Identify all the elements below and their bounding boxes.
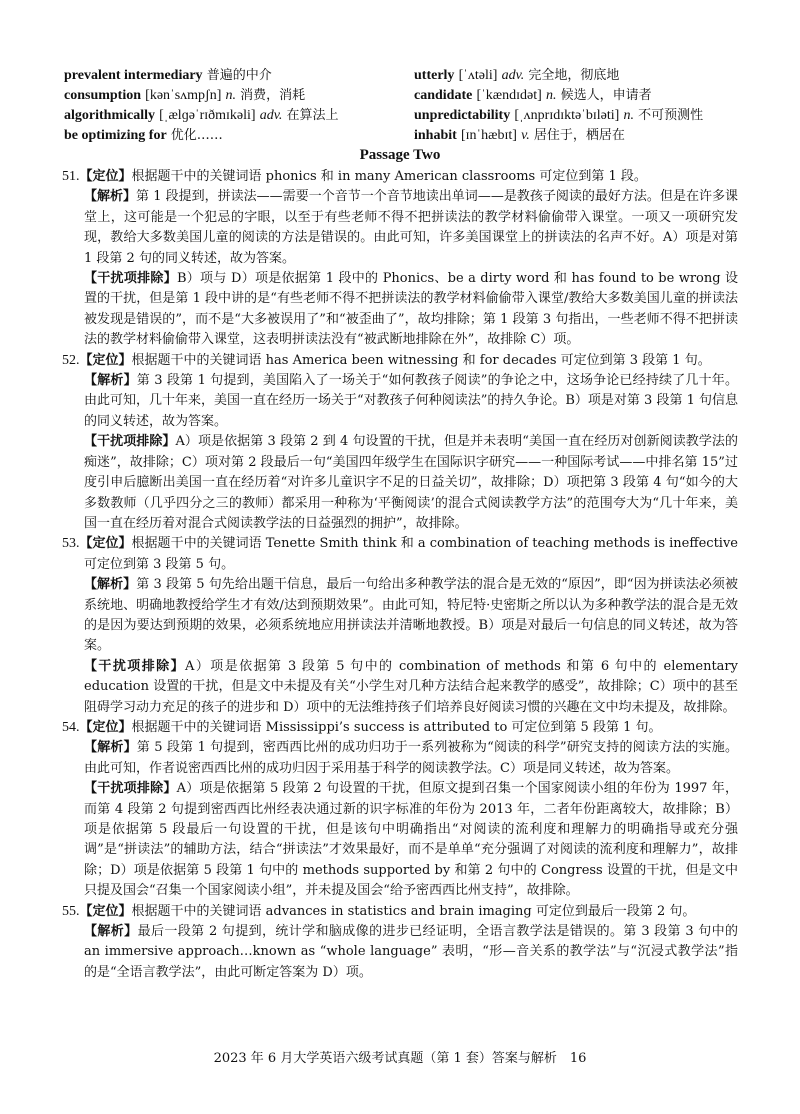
vocab-pos: adv. xyxy=(259,108,283,123)
locate-line xyxy=(62,351,738,371)
analysis-tag: 【解析】 xyxy=(84,577,137,593)
vocab-item xyxy=(64,126,414,146)
vocab-phonetic: [ɪnˈhæbɪt] xyxy=(460,128,517,143)
distractor-tag: 【干扰项排除】 xyxy=(84,658,186,674)
analysis-line xyxy=(62,738,738,779)
question-number: 51. xyxy=(62,169,80,184)
vocab-definition: 普遍的中介 xyxy=(206,68,272,83)
distractor-line xyxy=(62,269,738,351)
locate-text: 根据题干中的关键词语 has America been witnessing 和 for decades 可定位到第 3 段第 1 句。 xyxy=(131,352,711,368)
vocab-definition: 候选人，申请者 xyxy=(560,88,652,103)
vocab-item xyxy=(414,66,744,86)
question-number: 52. xyxy=(62,352,80,368)
question-number: 55. xyxy=(62,903,80,919)
vocab-item xyxy=(64,106,414,126)
distractor-tag: 【干扰项排除】 xyxy=(84,271,177,287)
distractor-text: A）项是依据第 3 段第 2 到 4 句设置的干扰，但是并未表明“美国一直在经历对创新阅读教学法的痴迷”，故排除；C）项对第 2 段最后一句“美国四年级学生在国际识字研究——一种国际考试——中排名第 15”过度引申后臆断出美国一直在经历着“对许多儿童识字不足的日益关切”，故排除；D）项把第 3 段第 4 句“如今的大多数教师（几乎四分之三的教师）都采用一种称为‘平衡阅读’的混合式阅读教学方法”的范围夸大为“几十年来，美国一直在经历着对混合式阅读教学法的日益强烈的拥护”，故排除。 xyxy=(84,434,738,531)
vocab-phonetic: [kənˈsʌmpʃn] xyxy=(145,88,222,103)
vocab-pos: n. xyxy=(545,88,557,103)
answer-explanations xyxy=(62,167,738,983)
distractor-tag: 【干扰项排除】 xyxy=(84,781,177,797)
locate-tag: 【定位】 xyxy=(79,352,132,368)
locate-text: 根据题干中的关键词语 Mississippi’s success is attributed to 可定位到第 5 段第 1 句。 xyxy=(131,719,662,735)
vocab-item xyxy=(64,66,414,86)
vocab-pos: v. xyxy=(521,128,530,143)
question-block-54 xyxy=(62,718,738,902)
vocab-item xyxy=(414,86,744,106)
vocab-definition: 在算法上 xyxy=(286,108,339,123)
locate-tag: 【定位】 xyxy=(79,169,132,184)
passage-title: Passage Two xyxy=(359,147,441,163)
analysis-text: 第 5 段第 1 句提到，密西西比州的成功归功于一系列被称为“阅读的科学”研究支持的阅读方法的实施。由此可知，作者说密西西比州的成功归因于采用基于科学的阅读教学法。C）项是同义转述，故为答案。 xyxy=(84,740,738,776)
analysis-tag: 【解析】 xyxy=(84,740,137,756)
locate-tag: 【定位】 xyxy=(79,536,132,552)
analysis-text: 第 3 段第 1 句提到，美国陷入了一场关于“如何教孩子阅读”的争论之中，这场争论已经持续了几十年。由此可知，几十年来，美国一直在经历一场关于“对教孩子何种阅读法”的持久争论。B）项是对第 3 段第 1 句信息的同义转述，故为答案。 xyxy=(84,373,738,429)
vocab-phonetic: [ˌʌnprɪdɪktəˈbɪləti] xyxy=(514,108,620,123)
locate-line xyxy=(62,718,738,738)
question-number: 54. xyxy=(62,719,80,735)
question-block-53 xyxy=(62,534,738,718)
locate-line xyxy=(62,902,738,922)
vocab-word: be optimizing for xyxy=(64,128,167,143)
vocab-item xyxy=(64,86,414,106)
locate-tag: 【定位】 xyxy=(79,719,132,735)
locate-tag: 【定位】 xyxy=(79,903,132,919)
vocab-word: candidate xyxy=(414,88,473,103)
vocabulary-list xyxy=(64,66,744,146)
vocab-word: unpredictability xyxy=(414,108,511,123)
analysis-line xyxy=(62,371,738,432)
locate-text: 根据题干中的关键词语 Tenette Smith think 和 a combination of teaching methods is ineffective 可定位到第 3 段第 5 句。 xyxy=(84,536,738,572)
distractor-tag: 【干扰项排除】 xyxy=(84,434,176,450)
vocab-word: inhabit xyxy=(414,128,457,143)
vocab-pos: n. xyxy=(225,88,237,103)
distractor-text: B）项与 D）项是依据第 1 段中的 Phonics、be a dirty word 和 has found to be wrong 设置的干扰，但是第 1 段中讲的是“有些老师不得不把拼读法的教学材料偷偷带入课堂/教给大多数美国儿童的拼读法被发现是错误的”，而不是“大多被误用了”和“被歪曲了”，故均排除；第 1 段第 3 句指出，一些老师不得不把拼读法的教学材料偷偷带入课堂，这表明拼读法没有“被武断地排除在外”，故排除 C）项。 xyxy=(84,271,738,348)
locate-line xyxy=(62,167,738,187)
analysis-line xyxy=(62,187,738,269)
vocab-item xyxy=(414,126,744,146)
analysis-text: 第 1 段提到，拼读法——需要一个音节一个音节地读出单词——是教孩子阅读的最好方法。但是在许多课堂上，这可能是一个犯忌的字眼，以至于有些老师不得不把拼读法的教学材料偷偷带入课堂。一项又一项研究发现，教给大多数美国儿童的阅读的方法是错误的。由此可知，许多美国课堂上的拼读法的名声不好。A）项是对第 1 段第 2 句的同义转述，故为答案。 xyxy=(84,189,738,266)
analysis-tag: 【解析】 xyxy=(84,373,137,389)
question-block-52 xyxy=(62,351,738,535)
vocab-phonetic: [ˌælɡəˈrɪðmɪkəli] xyxy=(159,108,256,123)
vocab-definition: 不可预测性 xyxy=(638,108,704,123)
question-block-51 xyxy=(62,167,738,351)
vocab-definition: 完全地，彻底地 xyxy=(528,68,620,83)
vocab-word: algorithmically xyxy=(64,108,155,123)
distractor-text: A）项是依据第 3 段第 5 句中的 combination of methods 和第 6 句中的 elementary education 设置的干扰，但是文中未提及有关“小学生对几种方法结合起来教学的感受”，故排除；C）项中的甚至阻碍学习动力充足的孩子的进步和 D）项中的无法维持孩子们培养良好阅读习惯的兴趣在文中均未提及，故排除。 xyxy=(84,658,738,715)
vocab-definition: 居住于，栖居在 xyxy=(533,128,625,143)
question-number: 53. xyxy=(62,536,80,552)
vocab-pos: n. xyxy=(623,108,634,123)
distractor-line xyxy=(62,432,738,534)
vocab-phonetic: [ˈʌtəli] xyxy=(458,68,498,83)
page-footer: 2023 年 6 月大学英语六级考试真题（第 1 套）答案与解析 16 xyxy=(213,1051,587,1066)
analysis-text: 最后一段第 2 句提到，统计学和脑成像的进步已经证明，全语言教学法是错误的。第 3 段第 3 句中的 an immersive approach…known as “whole language” 表明，“形—音关系的教学法”与“沉浸式教学法”指的是“全语言教学法”，由此可断定答案为 D）项。 xyxy=(84,924,738,980)
locate-line xyxy=(62,534,738,575)
analysis-text: 第 3 段第 5 句先给出题干信息，最后一句给出多种教学法的混合是无效的“原因”，即“因为拼读法必须被系统地、明确地教授给学生才有效/达到预期效果”。由此可知，特尼特·史密斯之所以认为多种教学法的混合是无效的是因为要达到预期的效果，必须系统地应用拼读法并清晰地教授。B）项是对最后一句信息的同义转述，故为答案。 xyxy=(84,577,738,654)
vocab-definition: 消费，消耗 xyxy=(240,88,306,103)
vocab-phonetic: [ˈkændɪdət] xyxy=(476,88,542,103)
distractor-line xyxy=(62,657,738,718)
vocab-word: prevalent intermediary xyxy=(64,68,203,83)
vocab-pos: adv. xyxy=(501,68,525,83)
question-block-55 xyxy=(62,902,738,984)
analysis-line xyxy=(62,922,738,983)
vocab-word: consumption xyxy=(64,88,142,103)
vocab-definition: 优化…… xyxy=(170,128,223,143)
locate-text: 根据题干中的关键词语 advances in statistics and brain imaging 可定位到最后一段第 2 句。 xyxy=(131,903,696,919)
vocab-item xyxy=(414,106,744,126)
analysis-tag: 【解析】 xyxy=(84,189,137,205)
distractor-line xyxy=(62,779,738,901)
analysis-tag: 【解析】 xyxy=(84,924,138,940)
locate-text: 根据题干中的关键词语 phonics 和 in many American classrooms 可定位到第 1 段。 xyxy=(131,169,647,184)
vocab-word: utterly xyxy=(414,68,455,83)
distractor-text: A）项是依据第 5 段第 2 句设置的干扰，但原文提到召集一个国家阅读小组的年份为 1997 年，而第 4 段第 2 句提到密西西比州经表决通过新的识字标准的年份为 2013 年，二者年份距离较大，故排除；B）项是依据第 5 段最后一句设置的干扰，但是该句中明确指出“对阅读的流利度和理解力的明确指导或充分强调”是“拼读法”的辅助方法，结合“拼读法”才效果最好，而不是单单“充分强调了对阅读的流利度和理解力”，故排除；D）项是依据第 5 段第 1 句中的 methods supported by 和第 2 句中的 Congress 设置的干扰，但是文中只提及国会“召集一个国家阅读小组”，并未提及国会“给予密西西比州支持”，故排除。 xyxy=(84,781,738,899)
analysis-line xyxy=(62,575,738,657)
